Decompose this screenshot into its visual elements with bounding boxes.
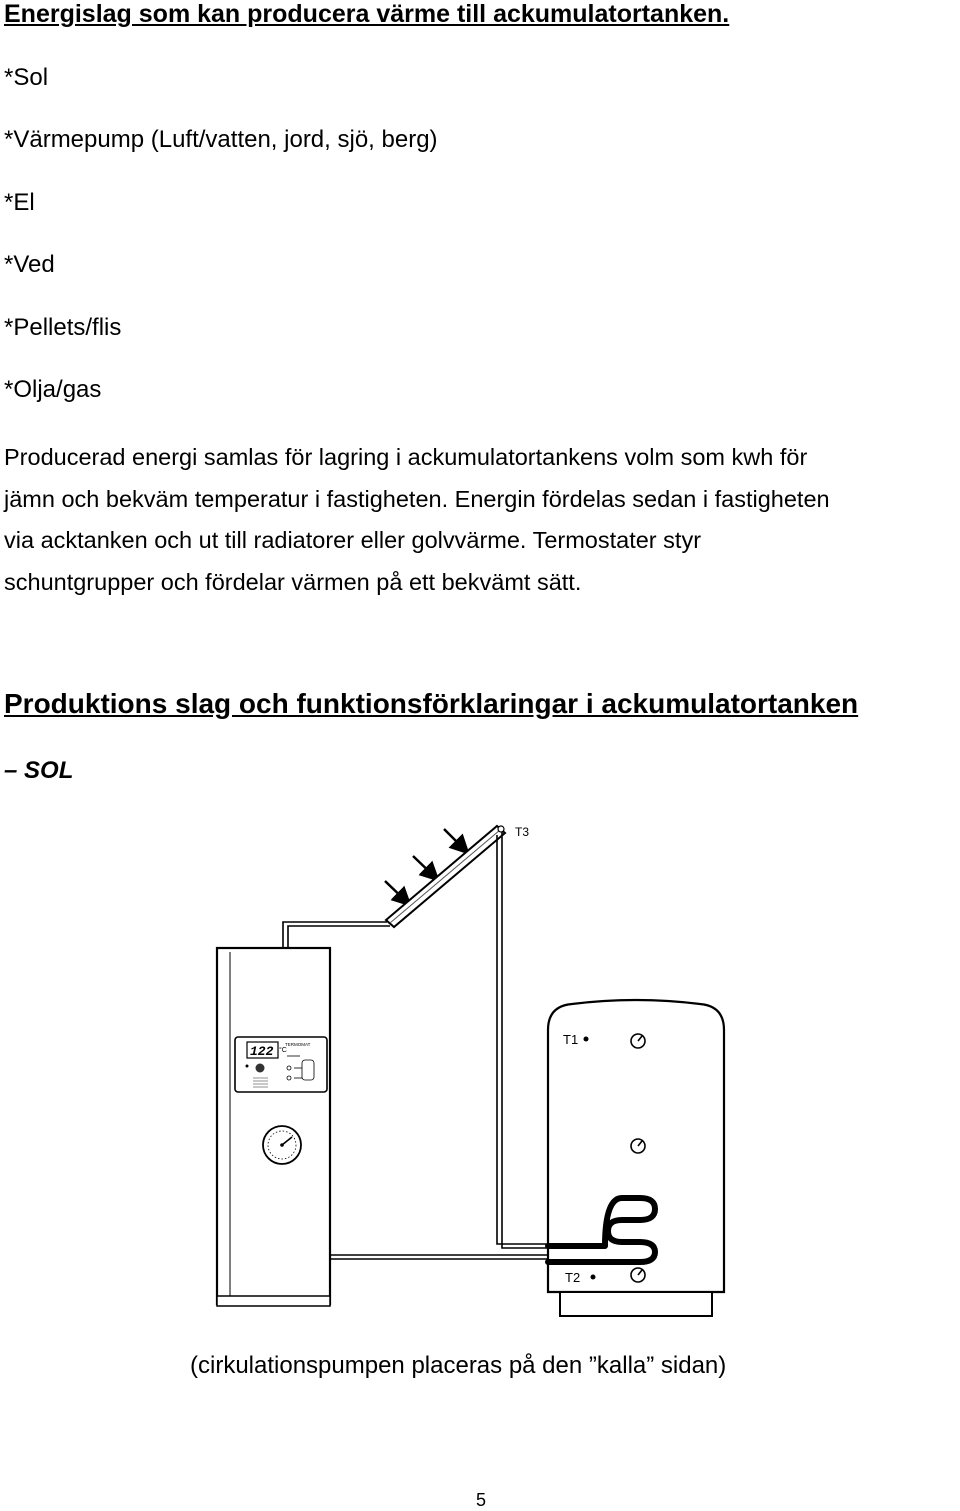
list-item-pellets: *Pellets/flis <box>4 314 122 341</box>
paragraph-line: via acktanken och ut till radiatorer eller golvvärme. Termostater styr <box>4 527 702 553</box>
thermometer-icon <box>631 1139 645 1153</box>
body-paragraph <box>4 437 956 603</box>
t1-label: T1 <box>563 1032 579 1047</box>
solar-collector <box>386 826 505 927</box>
t2-sensor-dot <box>591 1275 596 1280</box>
list-item-heatpump: *Värmepump (Luft/vatten, jord, sjö, berg) <box>4 126 438 153</box>
solar-system-diagram <box>0 800 960 1340</box>
page-number: 5 <box>476 1490 487 1510</box>
paragraph-line: jämn och bekväm temperatur i fastigheten. Energin fördelas sedan i fastigheten <box>4 485 830 512</box>
paragraph-line: Producerad energi samlas för lagring i ackumulatortankens volm som kwh för <box>4 444 808 470</box>
display-value: 122 <box>250 1044 274 1059</box>
paragraph-line: schuntgrupper och fördelar värmen på ett bekvämt sätt. <box>4 568 582 595</box>
collector-supply-pipe-inner <box>497 835 548 1244</box>
collector-return-pipe-inner <box>288 926 390 947</box>
list-item-el: *El <box>4 189 35 216</box>
sun-ray-arrow <box>385 881 410 905</box>
list-item-olja: *Olja/gas <box>4 376 102 403</box>
thermometer-icon <box>631 1034 645 1048</box>
t2-label: T2 <box>565 1270 581 1285</box>
display-unit: °C <box>279 1047 287 1054</box>
pressure-gauge-icon <box>263 1126 301 1164</box>
figure-caption: (cirkulationspumpen placeras på den ”kalla” sidan) <box>190 1352 727 1379</box>
sun-ray-arrow <box>413 856 438 880</box>
subheading-sol: – SOL <box>4 757 74 784</box>
thermometer-icon <box>631 1268 645 1282</box>
section-heading: Produktions slag och funktionsförklaringar i ackumulatortanken <box>4 688 859 719</box>
collector-supply-pipe <box>502 832 548 1248</box>
t3-label: T3 <box>515 825 530 839</box>
sun-ray-arrow <box>444 829 468 853</box>
knob-icon <box>256 1064 265 1073</box>
list-item-sol: *Sol <box>4 64 49 91</box>
controller-title: TERMOMAT <box>285 1042 311 1047</box>
controller-cabinet <box>217 948 330 1306</box>
control-panel <box>235 1037 327 1092</box>
t1-sensor-dot <box>584 1037 589 1042</box>
page-heading: Energislag som kan producera värme till ackumulatortanken. <box>4 0 730 28</box>
indicator-led-icon <box>246 1065 249 1068</box>
t3-sensor-dot <box>498 826 504 832</box>
list-item-ved: *Ved <box>4 251 55 278</box>
